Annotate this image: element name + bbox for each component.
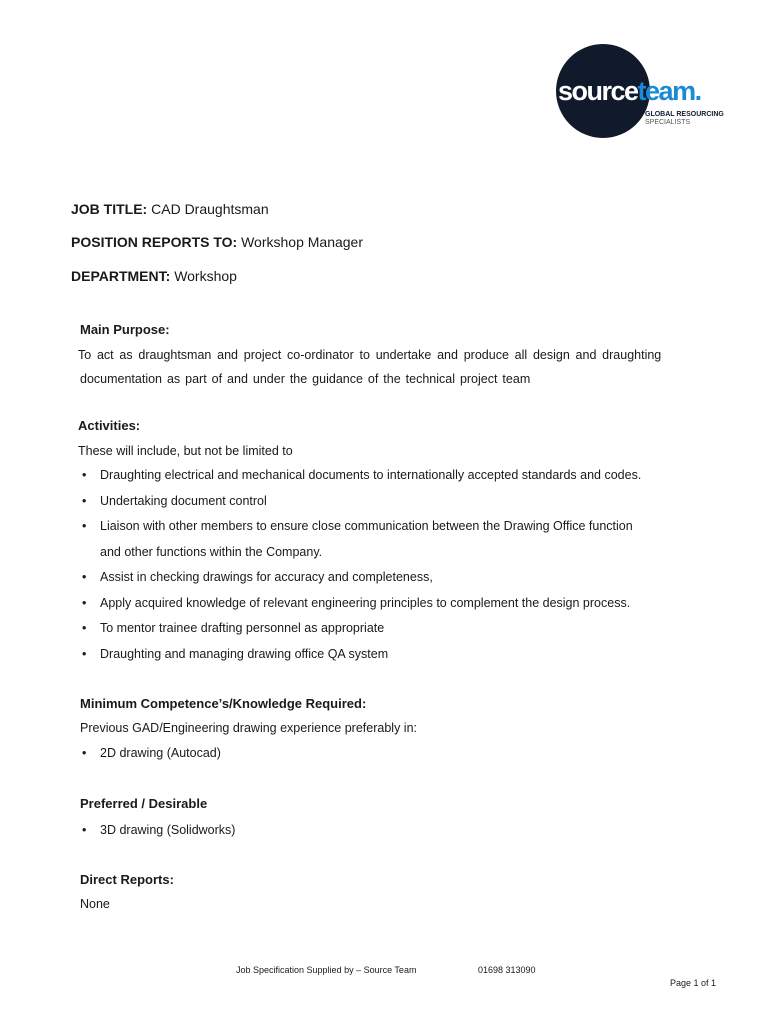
department-value: Workshop (174, 268, 237, 284)
preferred-text: 3D drawing (Solidworks) (100, 823, 236, 837)
list-item (78, 565, 641, 591)
activity-text: Draughting and managing drawing office QA system (100, 646, 389, 661)
reports-to-field (71, 233, 363, 251)
competence-intro: Previous GAD/Engineering drawing experience preferably in: (80, 721, 417, 735)
job-title-field (71, 200, 269, 218)
logo-tagline-line1: GLOBAL RESOURCING (645, 111, 724, 118)
list-item (78, 591, 641, 617)
activity-text: Undertaking document control (100, 493, 267, 508)
bullet-icon: • (82, 493, 87, 508)
direct-reports-heading: Direct Reports: (80, 872, 174, 887)
list-item (78, 514, 641, 540)
footer-page-number: Page 1 of 1 (670, 978, 717, 988)
job-title-value: CAD Draughtsman (151, 201, 269, 217)
main-purpose-heading: Main Purpose: (80, 322, 170, 337)
activity-text: Liaison with other members to ensure close communication between the Drawing Office function (100, 519, 633, 533)
footer-supplied-by: Job Specification Supplied by – Source Team (236, 965, 417, 975)
list-item (78, 616, 641, 642)
competence-heading: Minimum Competence’s/Knowledge Required: (80, 696, 367, 711)
list-item (78, 642, 641, 668)
job-title-label: JOB TITLE: (71, 201, 148, 217)
logo-word-team: team. (637, 76, 701, 106)
bullet-icon: • (82, 570, 87, 584)
list-item (78, 489, 641, 515)
footer-phone: 01698 313090 (478, 965, 536, 975)
preferred-list (78, 818, 235, 844)
logo-wordmark (558, 76, 701, 106)
activity-text: and other functions within the Company. (100, 544, 323, 559)
department-label: DEPARTMENT: (71, 268, 171, 284)
bullet-icon: • (82, 621, 87, 635)
reports-to-label: POSITION REPORTS TO: (71, 234, 238, 250)
bullet-icon: • (82, 646, 87, 661)
reports-to-value: Workshop Manager (241, 234, 364, 250)
list-item-continuation (78, 540, 641, 566)
sourceteam-logo (556, 44, 726, 140)
department-field (71, 267, 237, 285)
activities-intro: These will include, but not be limited to (78, 444, 293, 458)
activities-list (78, 463, 641, 667)
activity-text: Apply acquired knowledge of relevant engineering principles to complement the design process. (100, 595, 631, 610)
bullet-icon: • (82, 746, 87, 760)
preferred-heading: Preferred / Desirable (80, 796, 208, 811)
bullet-icon: • (82, 595, 87, 610)
logo-word-source: source (558, 76, 638, 106)
bullet-icon: • (82, 468, 87, 482)
bullet-icon: • (82, 823, 87, 837)
competence-list (78, 741, 221, 767)
competence-text: 2D drawing (Autocad) (100, 746, 221, 760)
main-purpose-line1: To act as draughtsman and project co-ordinator to undertake and produce all design and draughting (78, 348, 662, 362)
logo-tagline (645, 111, 724, 127)
bullet-icon: • (82, 519, 87, 533)
activity-text: Draughting electrical and mechanical documents to internationally accepted standards and codes. (100, 468, 642, 482)
list-item (78, 463, 641, 489)
activity-text: Assist in checking drawings for accuracy and completeness, (100, 570, 433, 584)
list-item (78, 818, 235, 844)
direct-reports-value: None (80, 897, 110, 911)
activities-heading: Activities: (78, 418, 141, 433)
logo-tagline-line2: SPECIALISTS (645, 119, 691, 126)
activity-text: To mentor trainee drafting personnel as appropriate (100, 621, 385, 635)
list-item (78, 741, 221, 767)
main-purpose-line2: documentation as part of and under the guidance of the technical project team (80, 372, 531, 386)
